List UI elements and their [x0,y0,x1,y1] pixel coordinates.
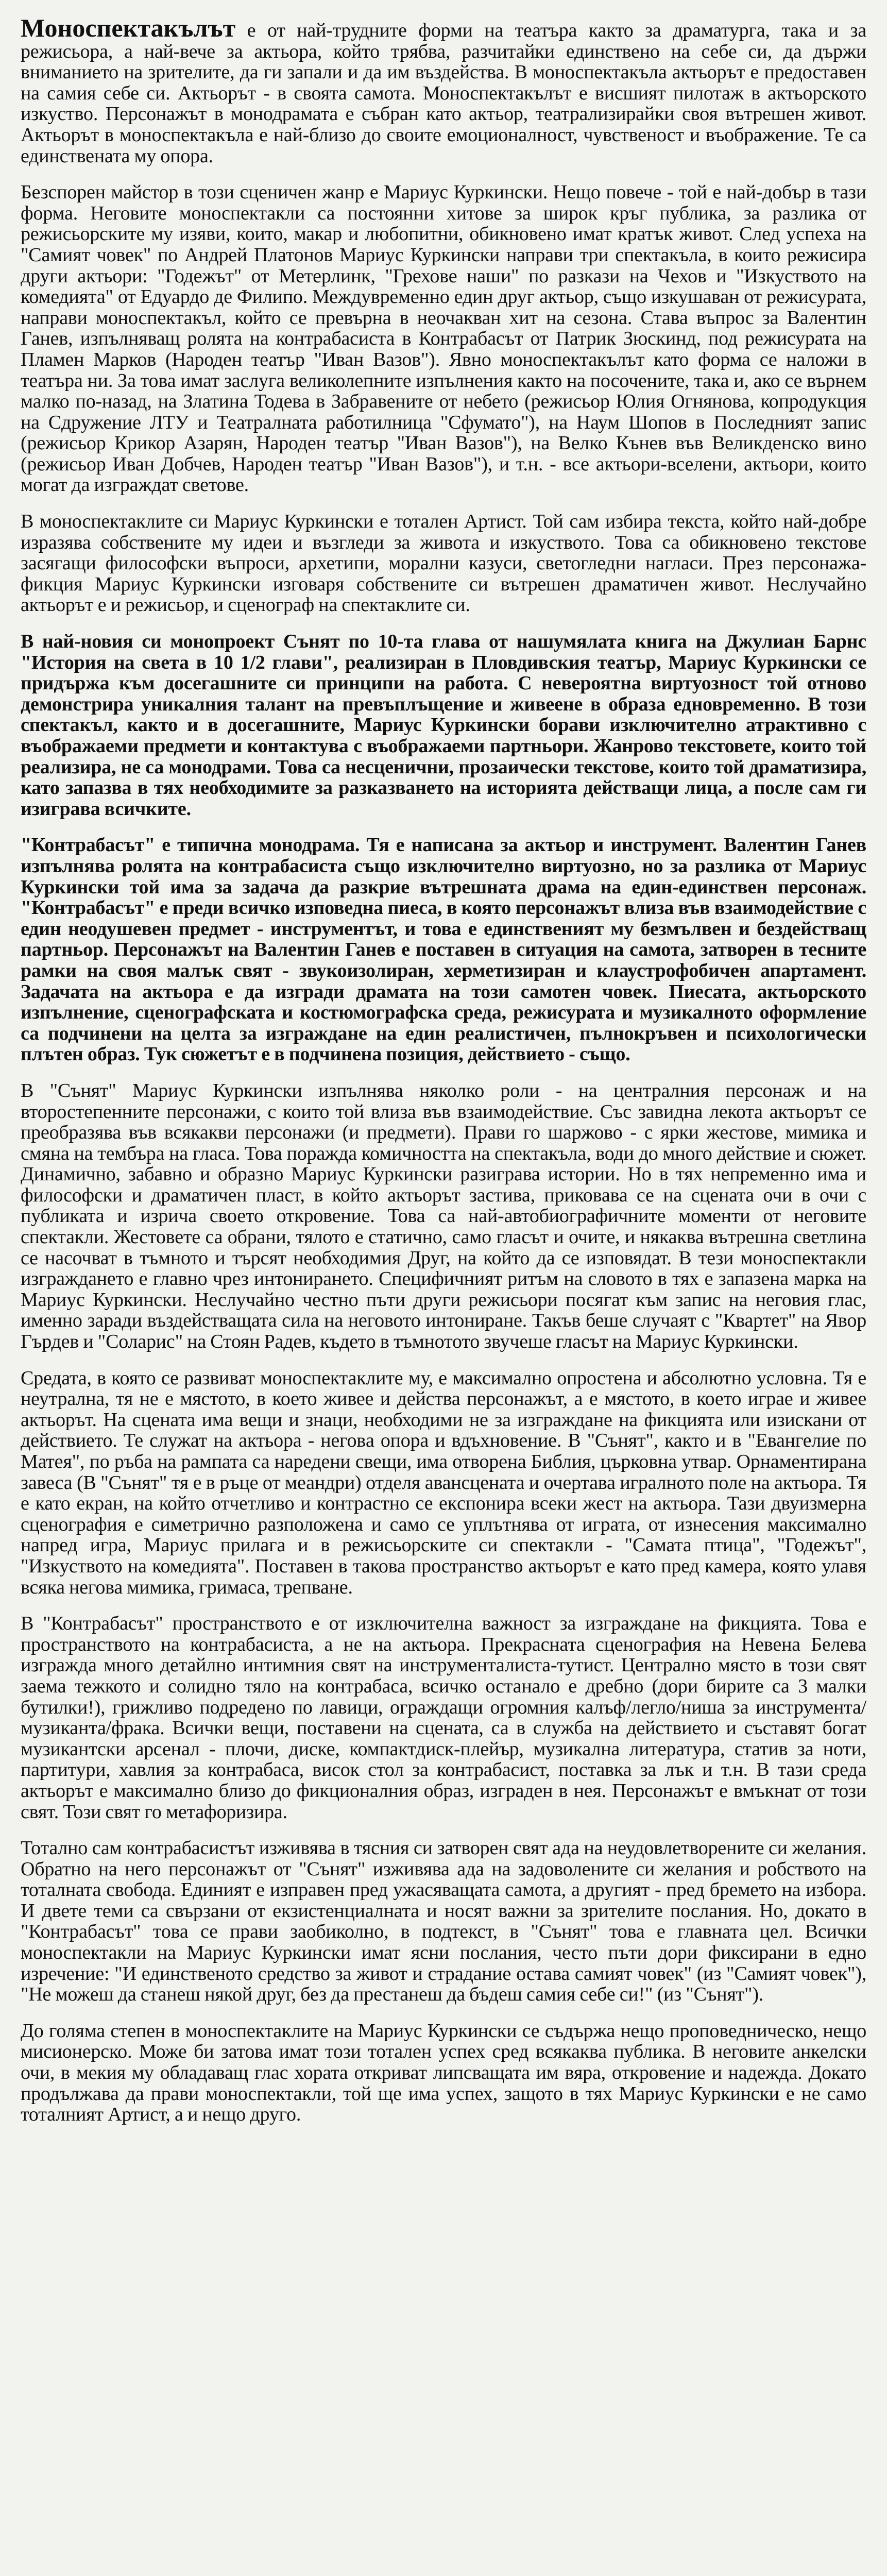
article-paragraph-6: В "Сънят" Мариус Куркински изпълнява няколко роли - на централния персонаж и на второстепенните персонажи, с които той влиза във взаимодействие. Със завидна лекота актьорът се преобразява във всякакви персонажи (и предмети). Прави го шаржово - с ярки жестове, мимика и смяна на тембъра на гласа. Това поражда комичността на спектакъла, води до много действие и сюжет. Динамично, забавно и образно Мариус Куркински разиграва истории. Но в тях непременно има и философски и драматичен пласт, в който актьорът застива, приковава се на сценатa очи в очи с публиката и изрича своето откровение. Това са най-автобиографичните моменти от неговите спектакли. Жестовете са обрани, тялото е статично, само гласът и очите, и някаква вътрешна светлина се насочват в тъмното и търсят необходимия Друг, на който да се изповядат. В тези моноспектакли изграждането е главно чрез интонирането. Специфичният ритъм на словото в тях е запазена марка на Мариус Куркински. Неслучайно честно пъти други режисьори посягат към запис на неговия глас, именно заради въздействащата сила на неговото интониране. Такъв беше случаят с "Квартет" на Явор Гърдев и "Соларис" на Стоян Радев, където в тъмнотото звучеше гласът на Мариус Куркински. [21,1079,866,1353]
article-paragraph-2: Безспорен майстор в този сценичен жанр е Мариус Куркински. Нещо повече - той е най-добър в тази форма. Неговите моноспектакли са постоянни хитове за широк кръг публика, за разлика от режисьорските му изяви, които, макар и любопитни, обикновено имат кратък живот. След успеха на "Самият човек" по Андрей Платонов Мариус Куркински направи три спектакъла, в които режисира други актьори: "Годежът" от Метерлинк, "Грехове наши" по разкази на Чехов и "Изкуството на комедията" от Едуардо де Филипо. Междувременно един друг актьор, също изкушаван от режисурата, направи моноспектакъл, който се превърна в неочакван хит на сезона. Става въпрос за Валентин Ганев, изпълняващ ролята на контрабасиста в Контрабасът от Патрик Зюскинд, под режисурата на Пламен Марков (Народен театър "Иван Вазов"). Явно моноспектакълът като форма се наложи в театъра ни. За това имат заслуга великолепните изпълнения както на посочените, така и, ако се върнем малко по-назад, на Златина Тодева в Забравените от небето (режисьор Юлия Огнянова, копродукция на Сдружение ЛТУ и Театралната работилница "Сфумато"), на Наум Шопов в Последният запис (режисьор Крикор Азарян, Народен театър "Иван Вазов"), на Велко Кънев във Великденско вино (режисьор Иван Добчев, Народен театър "Иван Вазов"), и т.н. - все актьори-вселени, актьори, които могат да изграждат светове. [21,181,866,496]
article-paragraph-7: Средата, в която се развиват моноспектаклите му, е максимално опростена и абсолютно условна. Тя е неутрална, тя не е мястото, в което живее и действа персонажът, а е мястото, в което играе и живее актьорът. На сценатa има вещи и знаци, необходими не за изграждане на фикцията или изискани от действието. Те служат на актьора - неговa опора и вдъхновение. В "Сънят", както и в "Евангелие по Матея", по ръба на рампата са наредени свещи, има отворена Библия, църковна утвар. Орнаментирана завеса (В "Сънят" тя е в ръце от меандри) отделя авансцената и очертава игралното поле на актьора. Тя е като екран, на който отчетливо и контрастно се екcпонира всеки жест на актьора. Тази двуизмерна сценография е симетрично разположена и само се уплътнява от играта, от изнесения максимално напред игра, Мариус прилага и в режисьорските си спектакли - "Самата птица", "Годежът", "Изкуството на комедията". Поставен в такова пространство актьорът е като пред камера, която улавя всяка негова мимика, гримаса, трепване. [21,1367,866,1598]
article-paragraph-4: В най-новия си монопроект Сънят по 10-та глава от нашумялата книга на Джулиан Барнс "История на света в 10 1/2 глави", реализиран в Пловдивския театър, Мариус Куркински се придържа към досегашните си принципи на работа. С невероятна виртуозност той отново демонстрира уникалния талант на превъплъщение и живеене в образа едновременно. В този спектакъл, както и в досегашните, Мариус Куркински борави изключително атрактивно с въображаеми предмети и контактува с въображаеми партньори. Жанрово текстовете, които той реализира, не са монодрами. Това са несценични, прозаически текстове, които той драматизира, като запазва в тях необходимите за разказването на историята действащи лица, а после сам ги изиграва всичките. [21,631,866,820]
paragraph-text: е от най-трудните форми на театъра както за драматурга, така и за режисьора, а най-вече за актьора, който трябва, разчитайки единствено на себе си, да държи вниманието на зрителите, да ги запали и да им въздейства. В моноспектакъла актьорът е предоставен на самия себе си. Актьорът - в своята самота. Моноспектакълът е висшият пилотаж в актьорското изкуство. Персонажът в монодрамата е събран като актьор, театрализирайки своя вътрешен живот. Актьорът в моноспектакъла е най-близо до своите емоционалност, чувственост и въображение. Те са единствената му опора. [21,20,866,167]
article-paragraph-9: Тотално сам контрабасистът изживява в тясния си затворен свят ада на неудовлетворените си желания. Обратно на него персонажът от "Сънят" изживява ада на задоволените си желания и робството на тоталната свобода. Единият е изправен пред ужасяващата самота, а другият - пред бремето на избора. И двете теми са свързани от екзистенциалната и носят важни за зрителите послания. Но, докато в "Контрабасът" това се прави заобиколно, в подтекст, в "Сънят" това е главната цел. Всички моноспектакли на Мариус Куркински имат ясни послания, често пъти дори фиксирани в едно изречение: "И единственото средство за живот и страдание остава самият човек" (из "Самият човек"), "Не можеш да станеш някой друг, без да престанеш да бъдеш самия себе си!" (из "Сънят"). [21,1837,866,2006]
article-paragraph-1 [21,13,866,167]
lead-word: Моноспектакълът [21,13,236,42]
article-paragraph-8: В "Контрабасът" пространството е от изключителна важност за изграждане на фикцията. Това е пространството на контрабасиста, а не на актьора. Прекрасната сценография на Невена Белева изгражда много детайлно интимния свят на инструменталиста-тутист. Централно място в този свят заема тежкото и солидно тяло на контрабаса, всичко останало е дребно (дори бирите са 3 малки бутилки!), грижливо подредено по лавици, ограждащи огромния калъф/легло/ниша за инструмента/музиканта/фрака. Всички вещи, поставени на сценатa, са в служба на действието и съставят богат музикантски арсенал - плочи, диске, компактдиск-плейър, музикална литература, статив за ноти, партитури, хавлия за контрабаса, висок стол за контрабасист, поставка за лък и т.н. В тази среда актьорът е максимално близо до фикционалния образ, изграден в нея. Персонажът е вмъкнат от този свят. Този свят го метафоризира. [21,1613,866,1823]
article-paragraph-3: В моноспектаклите си Мариус Куркински е тотален Артист. Той сам избира текста, който най-добре изразява собствените му идеи и възгледи за живота и изкуството. Това са обикновено текстове засягащи философски въпроси, архетипи, морални казуси, светогледни нагласи. През персонажа-фикция Мариус Куркински изговаря собствените си вътрешен драматичен живот. Неслучайно актьорът е и режисьор, и сценограф на спектаклите си. [21,511,866,616]
article-paragraph-10: До голяма степен в моноспектаклите на Мариус Куркински се съдържа нещо проповедническо, нещо мисионерско. Може би затова имат този тотален успех сред всякаква публика. В неговите анкелски очи, в мекия му обладаващ глас хората откриват липсващата им вяра, откровение и надежда. Докато продължава да прави моноспектакли, той ще има успех, защото в тях Мариус Куркински е не само тоталният Артист, а и нещо друго. [21,2020,866,2126]
article-paragraph-5: "Контрабасът" е типична монодрама. Тя е написана за актьор и инструмент. Валентин Ганев изпълнява ролята на контрабасиста също изключително виртуозно, но за разлика от Мариус Куркински той има за задача да разкрие вътрешната драма на един-единствен персонаж. "Контрабасът" е преди всичко изповедна пиеса, в която персонажът влиза във взаимодействие с един неодушевен предмет - инструментът, и това е единственият му безмълвен и бездействащ партньор. Персонажът на Валентин Ганев е поставен в ситуация на самота, затворен в тесните рамки на своя малък свят - звукоизолиран, херметизиран и клаустрофобичен апартамент. Задачата на актьора е да изгради драмата на този самотен човек. Пиесата, актьорското изпълнение, сценографската и костюмографска среда, режисурата и музикалното оформление са подчинени на целта за изграждане на един реалистичен, пълнокръвен и психологически плътен образ. Тук сюжетът е в подчинена позиция, действието - също. [21,834,866,1065]
article-body [21,13,866,2126]
